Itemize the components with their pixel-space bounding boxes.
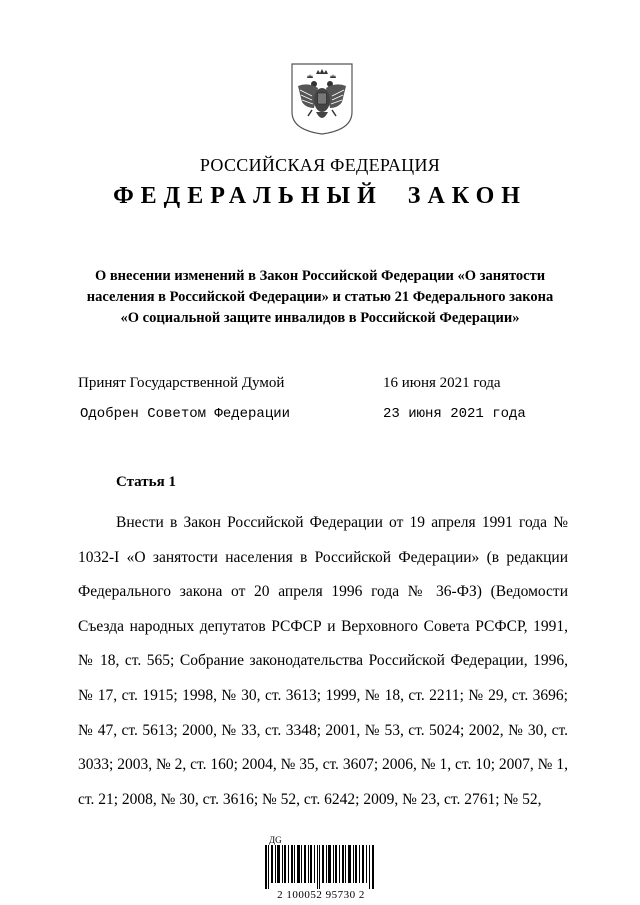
law-title-line: О внесении изменений в Закон Российской Федерации «О занятости bbox=[94, 268, 546, 284]
document-barcode bbox=[265, 835, 377, 905]
approval-label: Принят Государственной Думой bbox=[78, 375, 285, 391]
approval-date: 23 июня 2021 года bbox=[383, 406, 526, 422]
approval-council bbox=[0, 406, 640, 428]
approval-date: 16 июня 2021 года bbox=[383, 375, 501, 391]
law-title bbox=[70, 266, 570, 329]
state-emblem-icon bbox=[290, 62, 354, 136]
country-name: РОССИЙСКАЯ ФЕДЕРАЦИЯ bbox=[199, 155, 441, 175]
approval-label: Одобрен Советом Федерации bbox=[80, 406, 291, 422]
law-title-line: «О социальной защите инвалидов в Российской Федерации» bbox=[120, 310, 520, 326]
approval-duma bbox=[0, 375, 640, 397]
barcode-icon bbox=[265, 845, 377, 889]
article-heading: Статья 1 bbox=[116, 474, 176, 490]
document-type: ФЕДЕРАЛЬНЫЙ ЗАКОН bbox=[113, 183, 527, 209]
article-body: Внести в Закон Российской Федерации от 19 апреля 1991 года № 1032-I «О занятости населения в Российской Федерации» (в редакции Федерального закона от 20 апреля 1996 года № 36-ФЗ) (Ведомости Съезда народных депутатов РСФСР и Верховного Совета РСФСР, 1991, № 18, ст. 565; Собрание законодательства Российской Федерации, 1996, № 17, ст. 1915; 1998, № 30, ст. 3613; 1999, № 18, ст. 2211; № 29, ст. 3696; № 47, ст. 5613; 2000, № 33, ст. 3348; 2001, № 53, ст. 5024; 2002, № 30, ст. 3033; 2003, № 2, ст. 160; 2004, № 35, ст. 3607; 2006, № 1, ст. 10; 2007, № 1, ст. 21; 2008, № 30, ст. 3616; № 52, ст. 6242; 2009, № 23, ст. 2761; № 52, bbox=[78, 514, 568, 808]
barcode-number: 2 100052 95730 2 bbox=[277, 889, 365, 901]
law-title-line: населения в Российской Федерации» и статью 21 Федерального закона bbox=[86, 289, 554, 305]
barcode-mark: ДG bbox=[269, 835, 282, 845]
